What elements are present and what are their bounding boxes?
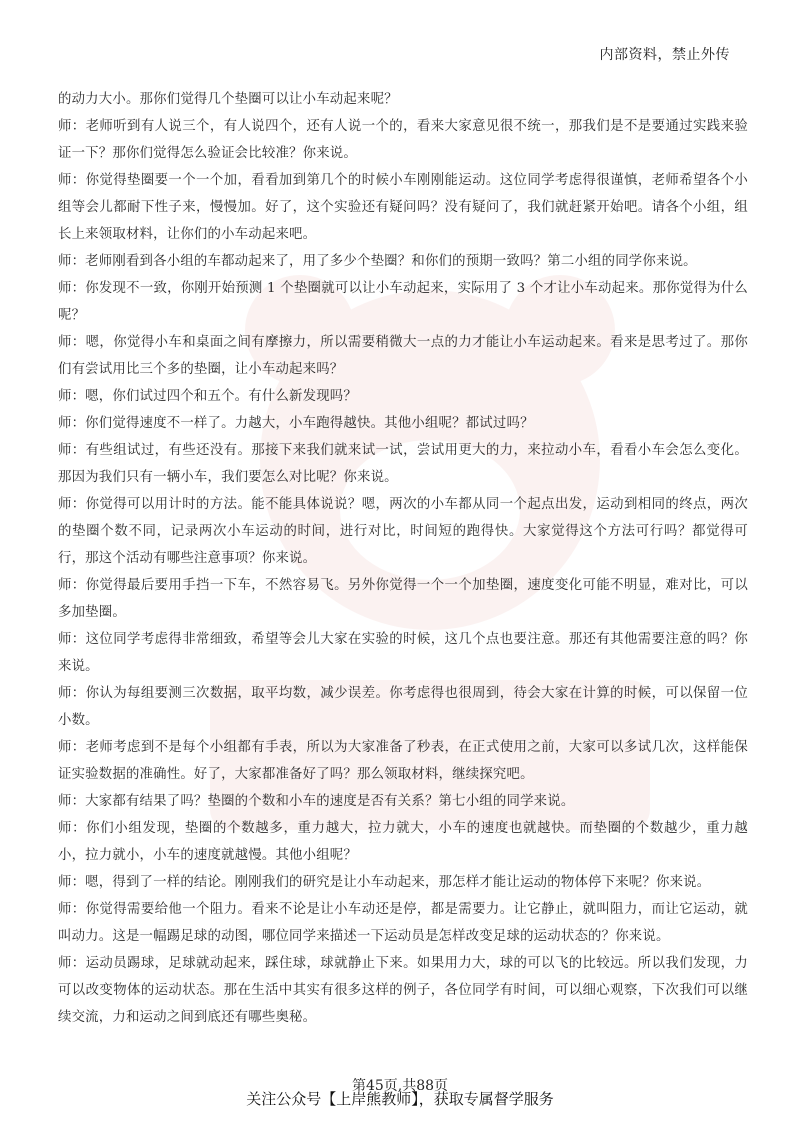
paragraph: 师：有些组试过，有些还没有。那接下来我们就来试一试，尝试用更大的力，来拉动小车，看看小车会怎么变化。那因为我们只有一辆小车，我们要怎么对比呢？你来说。 — [58, 443, 748, 485]
paragraph: 师：老师听到有人说三个，有人说四个，还有人说一个的，看来大家意见很不统一，那我们是不是要通过实践来验证一下？那你们觉得怎么验证会比较准？你来说。 — [58, 119, 748, 161]
paragraph: 师：你觉得垫圈要一个一个加，看看加到第几个的时候小车刚刚能运动。这位同学考虑得很谨慎，老师希望各个小组等会儿都耐下性子来，慢慢加。好了，这个实验还有疑问吗？没有疑问了，我们就赶紧开始吧。请各个小组，组长上来领取材料，让你们的小车动起来吧。 — [58, 173, 748, 242]
paragraph: 师：你觉得最后要用手挡一下车，不然容易飞。另外你觉得一个一个加垫圈，速度变化可能不明显，难对比，可以多加垫圈。 — [58, 578, 748, 620]
document-body — [58, 86, 748, 1031]
paragraph: 师：你们觉得速度不一样了。力越大，小车跑得越快。其他小组呢？都试过吗？ — [58, 416, 534, 431]
paragraph: 师：这位同学考虑得非常细致，希望等会儿大家在实验的时候，这几个点也要注意。那还有其他需要注意的吗？你来说。 — [58, 632, 748, 674]
confidential-note: 内部资料，禁止外传 — [599, 47, 730, 63]
paragraph: 师：你觉得可以用计时的方法。能不能具体说说？嗯，两次的小车都从同一个起点出发，运动到相同的终点，两次的垫圈个数不同，记录两次小车运动的时间，进行对比，时间短的跑得快。大家觉得这个方法可行吗？都觉得可行，那这个活动有哪些注意事项？你来说。 — [58, 497, 748, 566]
paragraph: 师：你发现不一致，你刚开始预测 1 个垫圈就可以让小车动起来，实际用了 3 个才让小车动起来。那你觉得为什么呢？ — [58, 281, 748, 323]
paragraph: 师：你认为每组要测三次数据，取平均数，减少误差。你考虑得也很周到，待会大家在计算的时候，可以保留一位小数。 — [58, 686, 748, 728]
page-number: 第45页,共88页 — [351, 1078, 449, 1094]
paragraph: 师：老师刚看到各小组的车都动起来了，用了多少个垫圈？和你们的预期一致吗？第二小组的同学你来说。 — [58, 254, 697, 269]
paragraph: 师：嗯，得到了一样的结论。刚刚我们的研究是让小车动起来，那怎样才能让运动的物体停下来呢？你来说。 — [58, 875, 711, 890]
paragraph: 师：运动员踢球，足球就动起来，踩住球，球就静止下来。如果用力大，球的可以飞的比较远。所以我们发现，力可以改变物体的运动状态。那在生活中其实有很多这样的例子，各位同学有时间，可以细心观察，下次我们可以继续交流，力和运动之间到底还有哪些奥秘。 — [58, 956, 748, 1025]
promo-footer: 关注公众号【上岸熊教师】，获取专属督学服务 — [246, 1090, 554, 1108]
paragraph: 师：大家都有结果了吗？垫圈的个数和小车的速度是否有关系？第七小组的同学来说。 — [58, 794, 575, 809]
paragraph: 的动力大小。那你们觉得几个垫圈可以让小车动起来呢？ — [58, 92, 398, 107]
paragraph: 师：嗯，你觉得小车和桌面之间有摩擦力，所以需要稍微大一点的力才能让小车运动起来。看来是思考过了。那你们有尝试用比三个多的垫圈，让小车动起来吗？ — [58, 335, 748, 377]
paragraph: 师：嗯，你们试过四个和五个。有什么新发现吗？ — [58, 389, 357, 404]
paragraph: 师：你觉得需要给他一个阻力。看来不论是让小车动还是停，都是需要力。让它静止，就叫阻力，而让它运动，就叫动力。这是一幅踢足球的动图，哪位同学来描述一下运动员是怎样改变足球的运动状态的？你来说。 — [58, 902, 748, 944]
paragraph: 师：你们小组发现，垫圈的个数越多，重力越大，拉力就大，小车的速度也就越快。而垫圈的个数越少，重力越小，拉力就小，小车的速度就越慢。其他小组呢？ — [58, 821, 748, 863]
paragraph: 师：老师考虑到不是每个小组都有手表，所以为大家准备了秒表，在正式使用之前，大家可以多试几次，这样能保证实验数据的准确性。好了，大家都准备好了吗？那么领取材料，继续探究吧。 — [58, 740, 748, 782]
